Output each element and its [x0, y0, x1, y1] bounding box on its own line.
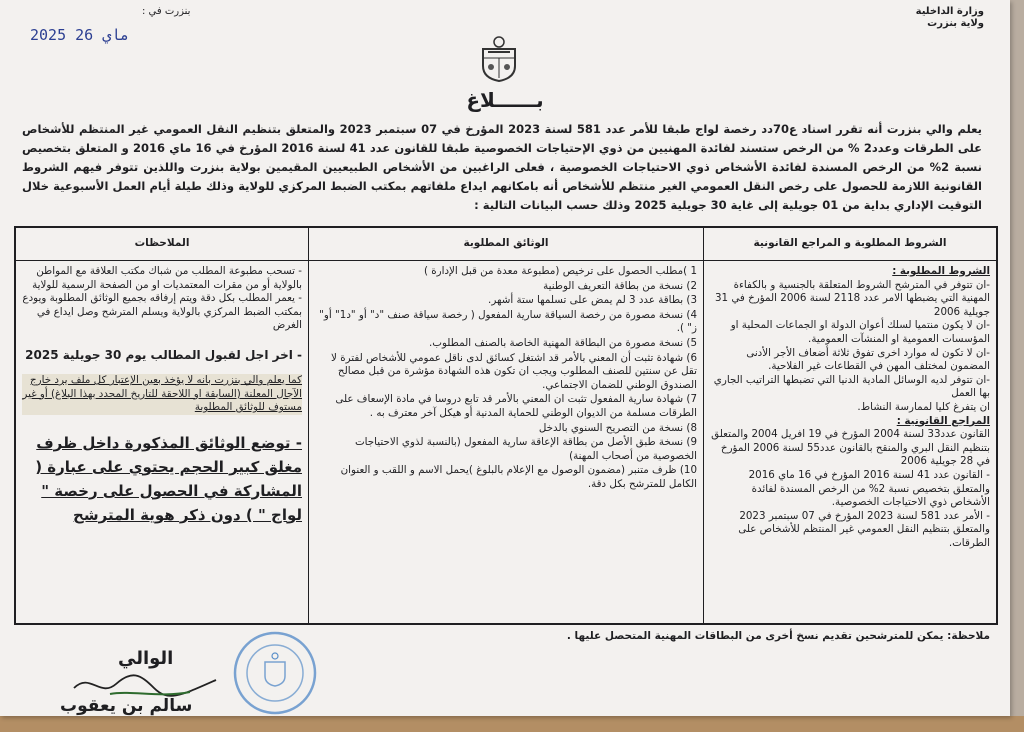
legal-ref-item: القانون عدد33 لسنة 2004 المؤرخ في 19 افريل 2004 والمتعلق بتنظيم النقل البري والمنقح بالقانون عدد55 لسنة 2006 المؤرخ في 28 جويلية 2006	[711, 428, 990, 468]
legal-ref-item: - الأمر عدد 581 لسنة 2023 المؤرخ في 07 سبتمبر 2023 والمتعلق بتنظيم النقل العمومي غير المنتظم للأشخاص على الطرقات.	[738, 509, 990, 549]
late-file-warning: كما يعلم والي بنزرت بانه لا يؤخذ بعين الإعتبار كل ملف يرد خارج الآجال المعلنة (السابقة او اللاحقة للتاريخ المحدد بهذا البلاغ) أو غير مستوف للوثائق المطلوبة	[22, 373, 302, 414]
condition-item: -ان لا يكون منتميا لسلك أعوان الدولة او الجماعات المحلية او المؤسسات العمومية او المنشآت العمومية.	[730, 319, 990, 345]
documents-cell	[309, 261, 704, 625]
table-header-row	[15, 227, 997, 261]
header-notes: الملاحظات	[15, 227, 309, 261]
document-item: 5) نسخة مصورة من البطاقة المهنية الخاصة بالصنف المطلوب.	[428, 336, 697, 349]
legal-ref-item: - القانون عدد 41 لسنة 2016 المؤرخ في 16 ماي 2016 والمتعلق بتخصيص نسبة 2% من الرخص المسندة لفائدة الأشخاص ذوي الاحتياجات الخصوصية.	[748, 468, 990, 509]
intro-paragraph: يعلم والي بنزرت أنه تقرر اسناد ع70دد رخصة لواج طبقا للأمر عدد 581 لسنة 2023 المؤرخ في 07 سبتمبر 2023 والمتعلق بتنظيم النقل العمومي غير المنتظم للأشخاص على الطرقات وعدد2 % من الرخص ستسند لفائدة المهنيين من ذوي الإحتياجات الخصوصية طبقا للقانون عدد 41 لسنة 2016 المؤرخ في 16 ماي 2016 و المتعلق بتخصيص نسبة 2% من الرخص المسندة لفائدة الأشخاص ذوي الاحتياجات الخصوصية ، فعلى الراغبين من الأشخاص الطبيعيين المقيمين بولاية بنزرت واللذين تتوفر فيهم الشروط القانونية اللازمة للحصول على رخص النقل العمومي الغير منتظم للأشخاص أنه بامكانهم ايداع ملفاتهم بمكتب الضبط المركزي للولاية وذلك طيلة أيام العمل الأسبوعية خلال التوقيت الإداري بداية من 01 جويلية إلى غاية 30 جويلية 2025 وذلك حسب البيانات التالية :	[22, 122, 983, 212]
desk-background-right	[1010, 0, 1024, 732]
table-body-row	[15, 261, 997, 625]
date-stamp: 2025 ماي 26	[30, 26, 130, 44]
header-conditions: الشروط المطلوبة و المراجع القانونية	[704, 227, 998, 261]
footnote: ملاحظة: يمكن للمترشحين تقديم نسخ أخرى من البطاقات المهنية المتحصل عليها .	[566, 630, 990, 642]
document-item: 4) نسخة مصورة من رخصة السياقة سارية المفعول ( رخصة سياقة صنف "د" أو "د1" أو" ز" ).	[319, 308, 697, 335]
governor-name: سالم بن يعقوب	[60, 696, 193, 716]
document-item: 1 )مطلب الحصول على ترخيص (مطبوعة معدة من قبل الإدارة )	[423, 265, 697, 277]
document-title: بــــــلاغ	[466, 88, 544, 112]
document-item: 8) نسخة من التصريح السنوي بالدخل	[538, 421, 697, 434]
header-documents: الوثائق المطلوبة	[309, 227, 704, 261]
condition-item: -ان تتوفر لديه الوسائل المادية الدنيا التي تضبطها التراتيب الجاري بها العمل	[713, 373, 990, 400]
document-item: 7) شهادة سارية المفعول تثبت ان المعني بالأمر قد تابع دروسا في مادة الإسعاف على الطرقات مسلمة من الديوان الوطني للحماية المدنية أو هيكل آخر معترف به .	[335, 393, 697, 419]
ministry-label: وزارة الداخلية	[915, 6, 984, 17]
note-item: - تسحب مطبوعة المطلب من شباك مكتب العلاقة مع المواطن بالولاية أو من مقرات المعتمديات او من الصفحة الرسمية للولاية	[32, 265, 302, 291]
legal-refs-heading: المراجع القانونية :	[896, 414, 990, 427]
governorate-label: ولاية بنزرت	[927, 18, 984, 29]
notes-cell	[15, 261, 309, 625]
document-header-issuer	[916, 6, 984, 30]
desk-background-bottom	[0, 716, 1024, 732]
document-item: 10) ظرف متنبر (مضمون الوصول مع الإعلام بالبلوغ )يحمل الاسم و اللقب و العنوان الكامل للمترشح بكل دقة.	[340, 464, 697, 490]
place-date-label: بنزرت في :	[142, 6, 191, 17]
governor-title: الوالي	[118, 648, 174, 669]
deadline-note: - اخر اجل لقبول المطالب يوم 30 جويلية 2025	[25, 347, 302, 362]
document-item: 2) نسخة من بطاقة التعريف الوطنية	[543, 279, 697, 292]
coat-of-arms-icon	[478, 36, 520, 82]
condition-item: -ان لا تكون له موارد اخرى تفوق ثلاثة أضعاف الأجر الأدنى المضمون لمختلف المهن في القطاعات غير الفلاحية.	[746, 346, 990, 373]
conditions-heading: الشروط المطلوبة :	[892, 265, 990, 277]
condition-item: -ان تتوفر في المترشح الشروط المتعلقة بالجنسية و بالكفاءة المهنية التي يضبطها الامر عدد 2118 لسنة 2006 المؤرخ في 31 جويلية 2006	[714, 278, 990, 318]
document-item: 6) شهادة تثبت أن المعني بالأمر قد اشتغل كسائق لدى ناقل عمومي للأشخاص لفترة لا تقل عن سنتين للصنف المطلوب ويجب ان تكون هذه الشهادة مؤشرة من قبل مصالح الصندوق الوطني للضمان الاجتماعي.	[331, 351, 697, 391]
document-item: 3) بطاقة عدد 3 لم يمض على تسلمها ستة أشهر.	[488, 294, 697, 307]
conditions-cell	[704, 261, 998, 625]
document-item: 9) نسخة طبق الأصل من بطاقة الإعاقة سارية المفعول (بالنسبة لذوي الاحتياجات الخصوصية من أصحاب المهنة)	[354, 436, 697, 462]
requirements-table	[14, 226, 998, 625]
official-stamp-icon	[232, 630, 318, 716]
envelope-instruction: - توضع الوثائق المذكورة داخل ظرف مغلق كبير الحجم يحتوي على عبارة ( المشاركة في الحصول على رخصة " لواج " ) دون ذكر هوية المترشح	[35, 433, 302, 524]
condition-item: ان يتفرغ كليا لممارسة النشاط.	[857, 400, 990, 413]
announcement-intro	[22, 120, 982, 215]
note-item: - يعمر المطلب بكل دقة ويتم إرفاقه بجميع الوثائق المطلوبة ويودع بمكتب الضبط المركزي بالولاية ويسلم المترشح وصل ايداع في الغرض	[22, 292, 302, 332]
